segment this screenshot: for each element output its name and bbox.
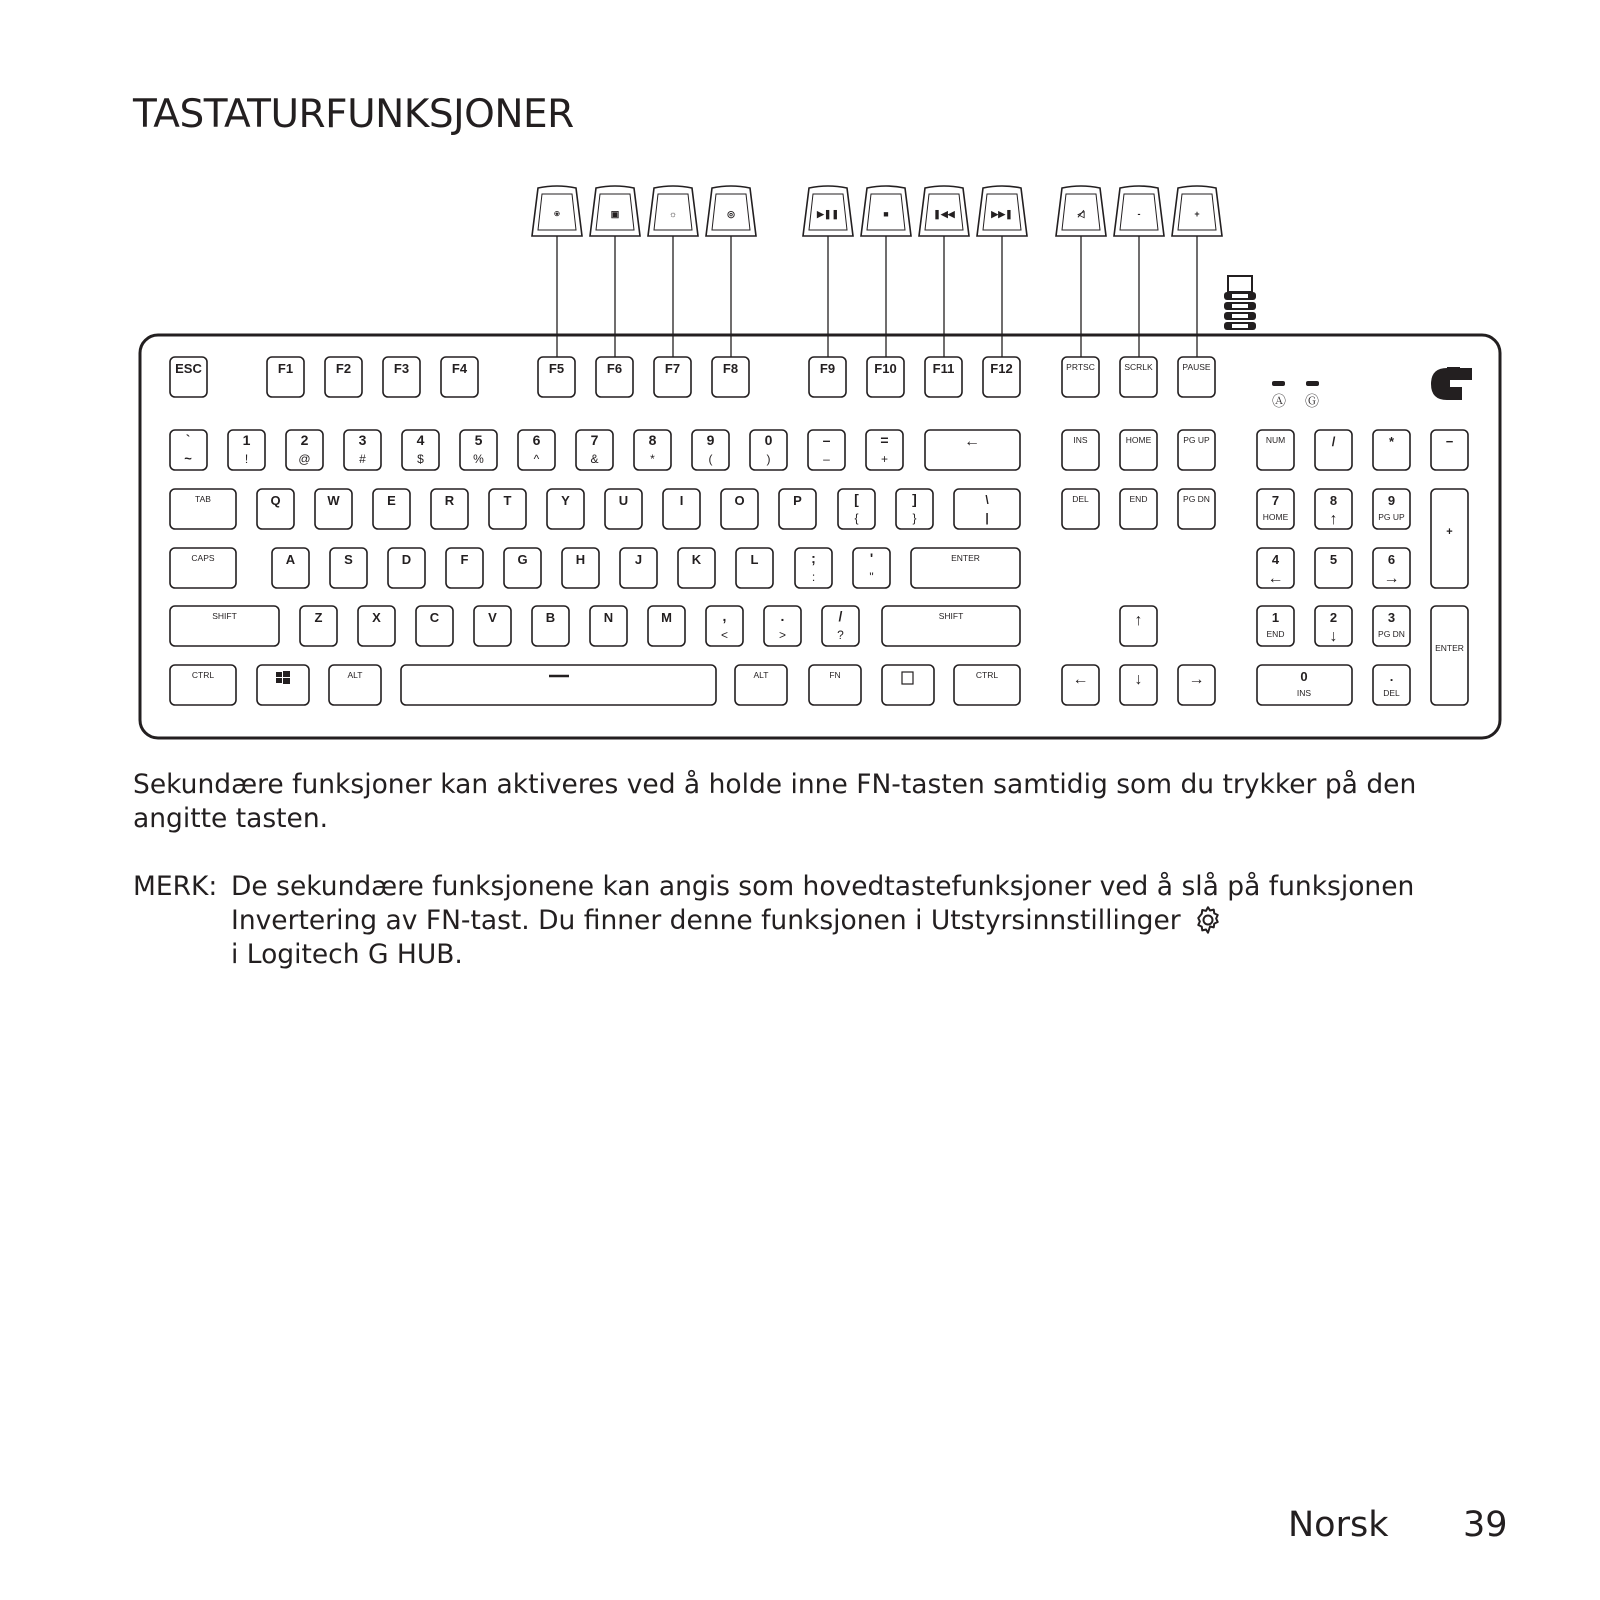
key-d-label: D — [401, 552, 412, 567]
key-backtick-secondary: ~ — [184, 451, 192, 466]
key-pg-dn-label: PG DN — [1183, 494, 1210, 504]
key-numpad-7-secondary: HOME — [1262, 512, 1289, 522]
key-fn-label: FN — [829, 670, 841, 680]
key-o-label: O — [734, 493, 745, 508]
windows-icon-pane — [283, 671, 290, 677]
key-numpad-enter-label: ENTER — [1435, 643, 1464, 653]
volume-down-icon: - — [1137, 209, 1141, 219]
key-caps-label: CAPS — [191, 553, 215, 563]
key-f2-label: F2 — [335, 361, 352, 376]
key-punct-0-secondary: < — [720, 628, 729, 642]
key-arrow-left-label: ← — [1072, 671, 1089, 688]
key-numpad-6-primary: 6 — [1387, 552, 1396, 567]
key-menu — [882, 665, 934, 705]
mute-icon: ◁̸ — [1077, 209, 1085, 219]
key-numpad-6-secondary: → — [1383, 570, 1400, 587]
key-e-label: E — [387, 493, 396, 508]
note-text-end: i Logitech G HUB. — [231, 939, 463, 970]
key-numpad-dot-secondary: DEL — [1383, 688, 1400, 698]
footer-language: Norsk — [1288, 1505, 1389, 1545]
game-mode-led — [1306, 381, 1319, 386]
key-numpad-9-secondary: PG UP — [1378, 512, 1405, 522]
note-text — [231, 870, 1471, 972]
key-f4-label: F4 — [451, 361, 468, 376]
key-numpad-plus — [1431, 489, 1468, 588]
key-7-primary: 7 — [590, 432, 599, 448]
cable-plug — [1228, 276, 1252, 292]
key-0-secondary: ) — [766, 452, 771, 466]
key-h-label: H — [575, 552, 586, 567]
previous-track-icon: ❚◀◀ — [933, 209, 955, 219]
key-6-secondary: ^ — [533, 452, 540, 466]
key-numpad-enter — [1431, 606, 1468, 705]
key-5-secondary: % — [473, 452, 484, 466]
key-numpad-3-secondary: PG DN — [1378, 629, 1405, 639]
key-j-label: J — [634, 552, 643, 567]
key-f11-label: F11 — [932, 361, 955, 376]
gear-icon — [1193, 905, 1223, 935]
key-7-secondary: & — [590, 452, 599, 466]
cable-strain-gap — [1232, 324, 1248, 328]
key-sym-primary: = — [880, 432, 889, 448]
key-t-label: T — [503, 493, 512, 508]
key-numpad-4-secondary: ← — [1267, 570, 1284, 587]
key-a-label: A — [285, 552, 296, 567]
key-arrow-up-label: ↑ — [1134, 612, 1143, 629]
game-mode-icon: ⍟ — [554, 209, 560, 219]
key-numpad-0-primary: 0 — [1300, 669, 1308, 684]
key-q-label: Q — [270, 493, 281, 508]
key-r-label: R — [444, 493, 455, 508]
key-f3-label: F3 — [393, 361, 410, 376]
key-del-label: DEL — [1072, 494, 1089, 504]
key-i-label: I — [679, 493, 684, 508]
lighting-mode-icon: ▣ — [610, 209, 620, 219]
keyboard-diagram — [0, 0, 1600, 760]
key-x-label: X — [372, 610, 381, 625]
key-f-label: F — [460, 552, 469, 567]
volume-up-icon: + — [1194, 209, 1200, 219]
key-sym-secondary: – — [823, 452, 830, 466]
key-4-secondary: $ — [417, 452, 424, 466]
key-f1-label: F1 — [277, 361, 294, 376]
key-semicolon-0-primary: ; — [811, 550, 816, 566]
key-u-label: U — [618, 493, 629, 508]
key-backtick-primary: ` — [185, 432, 191, 447]
key-numpad-5-primary: 5 — [1329, 552, 1338, 567]
caps-lock-led — [1272, 381, 1285, 386]
key-prtsc-label: PRTSC — [1066, 362, 1095, 372]
key-ins-label: INS — [1073, 435, 1088, 445]
key-f9-label: F9 — [819, 361, 836, 376]
key-9-secondary: ( — [708, 452, 713, 466]
page-number: 39 — [1463, 1505, 1508, 1545]
key-esc-label: ESC — [175, 361, 202, 376]
note-label: MERK: — [133, 871, 218, 902]
key-numpad-1-primary: 1 — [1271, 610, 1280, 625]
key-punct-1-secondary: > — [778, 628, 787, 642]
key-sym-secondary: + — [880, 452, 889, 466]
key-numpad-sym-label: / — [1331, 434, 1336, 449]
key-b-label: B — [545, 610, 556, 625]
key-f8-label: F8 — [722, 361, 739, 376]
key-punct-0-primary: , — [722, 608, 727, 624]
next-track-icon: ▶▶❚ — [991, 209, 1013, 219]
key-z-label: Z — [314, 610, 323, 625]
key-right-shift-label: SHIFT — [938, 611, 964, 621]
cable-strain-gap — [1232, 304, 1248, 308]
key-y-label: Y — [561, 493, 570, 508]
key-numpad-2-primary: 2 — [1329, 610, 1338, 625]
stop-icon: ■ — [883, 209, 889, 219]
key-arrow-right-label: → — [1188, 671, 1205, 688]
key-numpad-0-secondary: INS — [1296, 688, 1312, 698]
brightness-icon: ☼ — [668, 209, 678, 219]
key-numpad-9-primary: 9 — [1387, 493, 1396, 508]
key-0-primary: 0 — [764, 432, 773, 448]
key-home-label: HOME — [1125, 435, 1152, 445]
key-bracket-1-secondary: } — [912, 511, 917, 525]
key-pause-label: PAUSE — [1182, 362, 1211, 372]
record-macro-icon: ◎ — [727, 209, 735, 219]
key-numpad-3-primary: 3 — [1387, 610, 1396, 625]
cable-strain-gap — [1232, 314, 1248, 318]
key-semicolon-1-primary: ' — [869, 550, 874, 566]
key-arrow-down-label: ↓ — [1134, 671, 1143, 688]
note-text-main: De sekundære funksjonene kan angis som hovedtastefunksjoner ved å slå på funksjonen Invertering av FN-tast. Du finner denne funksjonen i Utstyrsinnstillinger — [231, 871, 1415, 936]
key-punct-2-primary: / — [838, 608, 843, 624]
key-5-primary: 5 — [474, 432, 483, 448]
key-1-primary: 1 — [242, 432, 251, 448]
key-punct-1-primary: . — [780, 608, 785, 624]
key-g-label: G — [517, 552, 528, 567]
key-sym-primary: – — [822, 432, 831, 448]
key-pg-up-label: PG UP — [1183, 435, 1210, 445]
key-punct-2-secondary: ? — [837, 628, 844, 642]
key-m-label: M — [661, 610, 672, 625]
key-3-secondary: # — [359, 452, 366, 466]
page-title: TASTATURFUNKSJONER — [133, 92, 574, 137]
key-1-secondary: ! — [244, 452, 249, 466]
key-f7-label: F7 — [664, 361, 681, 376]
key-w-label: W — [327, 493, 340, 508]
intro-paragraph: Sekundære funksjoner kan aktiveres ved å holde inne FN-tasten samtidig som du trykker på den angitte tasten. — [133, 769, 1417, 834]
key-f10-label: F10 — [874, 361, 897, 376]
key-numpad-8-primary: 8 — [1329, 493, 1338, 508]
key-semicolon-0-secondary: : — [811, 570, 816, 584]
key-3-primary: 3 — [358, 432, 367, 448]
key-backslash-primary: \ — [985, 493, 989, 507]
key-left-alt-label: ALT — [347, 670, 363, 680]
key-bracket-0-primary: [ — [854, 491, 859, 507]
key-numpad-7-primary: 7 — [1271, 493, 1280, 508]
key-left-shift-label: SHIFT — [212, 611, 237, 621]
key-enter-label: ENTER — [951, 553, 980, 563]
key-bracket-1-primary: ] — [912, 491, 917, 507]
key-backslash-secondary: | — [985, 511, 989, 525]
key-k-label: K — [691, 552, 702, 567]
key-numpad-1-secondary: END — [1266, 629, 1285, 639]
key-left-ctrl-label: CTRL — [191, 670, 215, 680]
key-numlock-label: NUM — [1265, 435, 1286, 445]
key-8-secondary: * — [650, 452, 655, 466]
key-l-label: L — [750, 552, 759, 567]
key-9-primary: 9 — [706, 432, 715, 448]
play-pause-icon: ▶❚❚ — [816, 209, 840, 219]
key-numpad-sym-label: − — [1445, 434, 1454, 449]
game-mode-indicator: Ⓖ — [1305, 393, 1319, 409]
key-spacebar — [401, 665, 716, 705]
key-right-alt-label: ALT — [753, 670, 769, 680]
key-semicolon-1-secondary: " — [869, 570, 874, 584]
key-numpad-dot-primary: . — [1389, 669, 1394, 684]
key-n-label: N — [603, 610, 614, 625]
key-2-secondary: @ — [298, 452, 311, 466]
key-end-label: END — [1129, 494, 1148, 504]
key-8-primary: 8 — [648, 432, 657, 448]
key-2-primary: 2 — [300, 432, 309, 448]
key-numpad-4-primary: 4 — [1271, 552, 1280, 567]
windows-icon — [276, 672, 282, 677]
key-f6-label: F6 — [606, 361, 623, 376]
key-numpad-sym-label: * — [1388, 434, 1395, 449]
key-6-primary: 6 — [532, 432, 541, 448]
key-scrlk-label: SCRLK — [1124, 362, 1153, 372]
key-4-primary: 4 — [416, 432, 425, 448]
key-f12-label: F12 — [990, 361, 1013, 376]
key-backspace-label: ← — [964, 433, 980, 450]
key-numpad-2-secondary: ↓ — [1329, 628, 1338, 645]
key-f5-label: F5 — [548, 361, 565, 376]
key-p-label: P — [793, 493, 802, 508]
cable-strain-gap — [1232, 294, 1248, 298]
windows-icon-pane — [276, 678, 282, 683]
windows-icon-pane — [283, 678, 290, 684]
key-c-label: C — [429, 610, 440, 625]
key-v-label: V — [488, 610, 497, 625]
key-tab-label: TAB — [195, 494, 211, 504]
key-right-ctrl-label: CTRL — [975, 670, 999, 680]
key-s-label: S — [344, 552, 353, 567]
key-numpad-8-secondary: ↑ — [1329, 511, 1338, 528]
key-bracket-0-secondary: { — [854, 511, 859, 525]
key-numpad-plus-label: + — [1446, 526, 1453, 538]
caps-lock-indicator: Ⓐ — [1272, 393, 1286, 409]
